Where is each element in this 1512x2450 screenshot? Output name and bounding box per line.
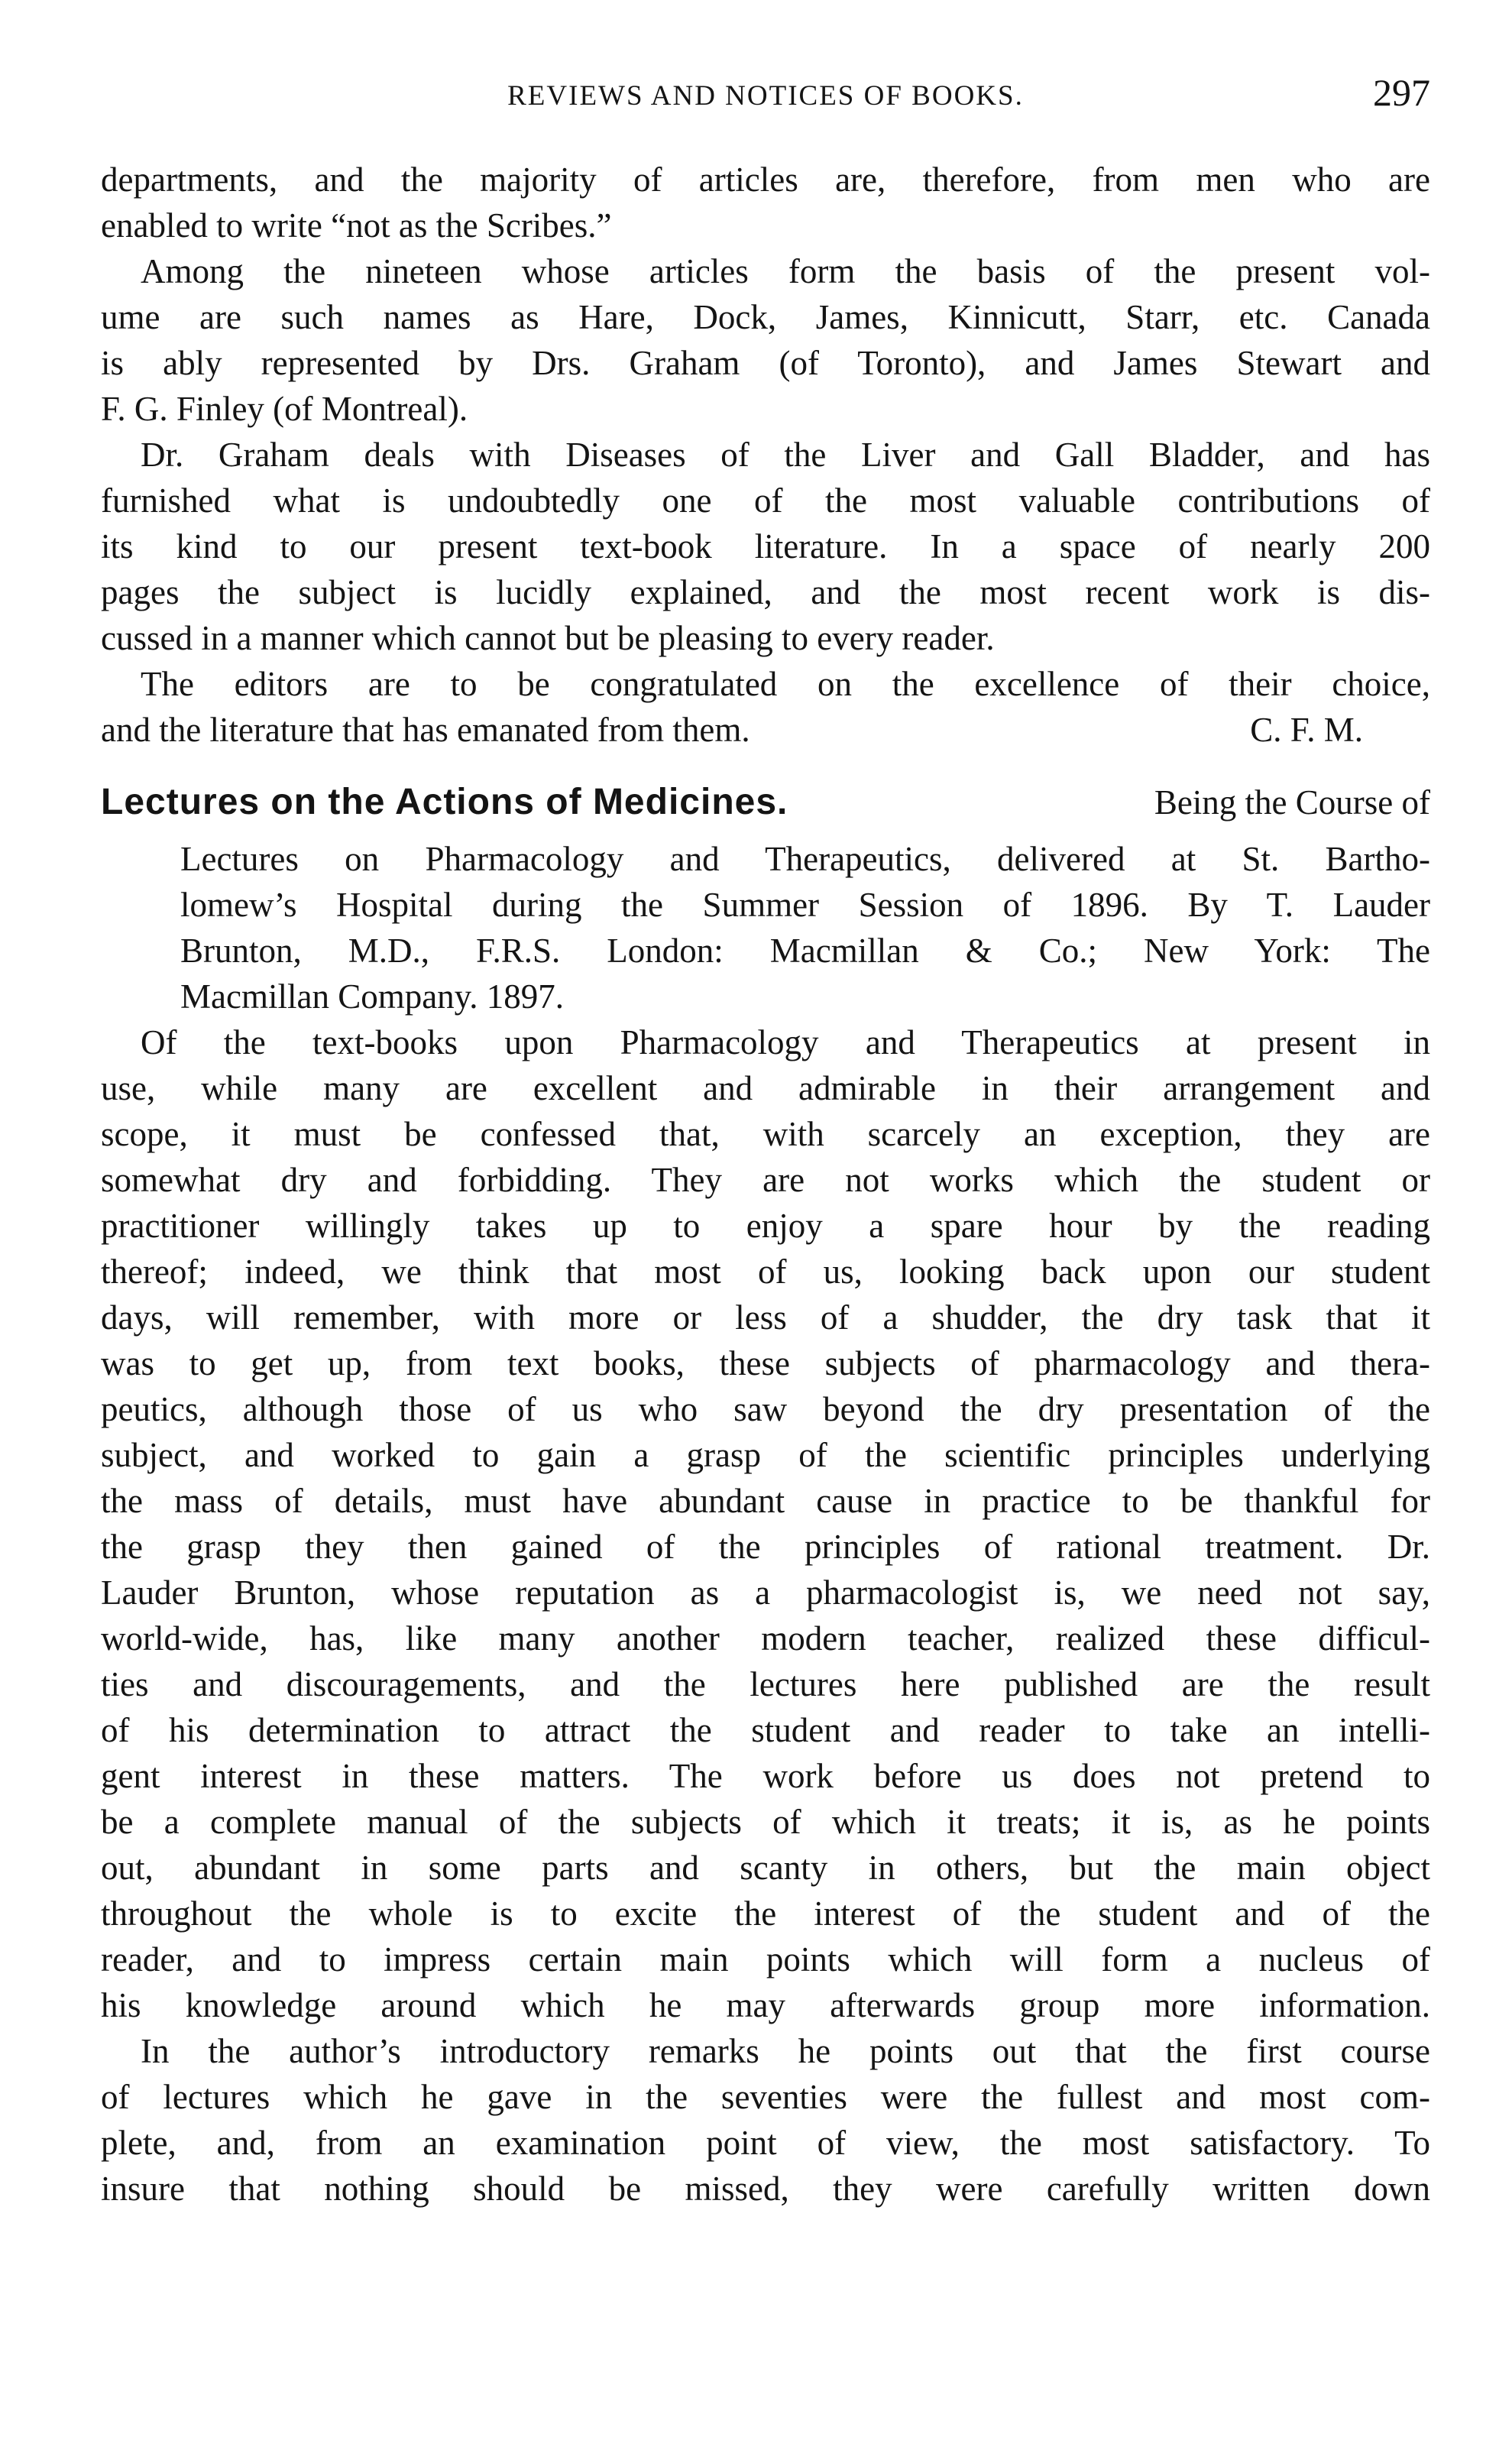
text-line: plete, and, from an examination point of view, the most satisfactory. To: [101, 2124, 1430, 2162]
text-line: Dr. Graham deals with Diseases of the Liver and Gall Bladder, and has: [141, 436, 1430, 474]
closing-line-with-signature: [101, 707, 1430, 753]
text-line: ume are such names as Hare, Dock, James, Kinnicutt, Starr, etc. Canada: [101, 298, 1430, 336]
text-line: F. G. Finley (of Montreal).: [101, 390, 468, 428]
text-line: Among the nineteen whose articles form the basis of the present vol-: [141, 252, 1430, 290]
text-line: was to get up, from text books, these subjects of pharmacology and thera-: [101, 1344, 1430, 1382]
book-description-line: Lectures on Pharmacology and Therapeutics, delivered at St. Bartho-: [180, 840, 1430, 878]
text-line: peutics, although those of us who saw beyond the dry presentation of the: [101, 1390, 1430, 1428]
text-line: ties and discouragements, and the lectures here published are the result: [101, 1665, 1430, 1703]
page-number: 297: [1373, 71, 1430, 114]
text-line: the mass of details, must have abundant cause in practice to be thankful for: [101, 1482, 1430, 1520]
text-line: gent interest in these matters. The work before us does not pretend to: [101, 1757, 1430, 1795]
text-line: its kind to our present text-book literature. In a space of nearly 200: [101, 527, 1430, 566]
book-description-line: Macmillan Company. 1897.: [180, 977, 565, 1016]
text-line: reader, and to impress certain main points which will form a nucleus of: [101, 1940, 1430, 1978]
text-line: of his determination to attract the student and reader to take an intelli-: [101, 1711, 1430, 1749]
text-line: practitioner willingly takes up to enjoy a spare hour by the reading: [101, 1207, 1430, 1245]
book-heading-line: [101, 779, 1430, 836]
text-line: cussed in a manner which cannot but be pleasing to every reader.: [101, 619, 995, 657]
text-line: scope, it must be confessed that, with scarcely an exception, they are: [101, 1115, 1430, 1153]
text-line: of lectures which he gave in the seventies were the fullest and most com-: [101, 2078, 1430, 2116]
running-head: [101, 70, 1430, 124]
text-line: his knowledge around which he may afterwards group more information.: [101, 1986, 1430, 2024]
text-line: Lauder Brunton, whose reputation as a pharmacologist is, we need not say,: [101, 1573, 1430, 1612]
text-line: The editors are to be congratulated on the excellence of their choice,: [141, 665, 1430, 703]
text-line: departments, and the majority of articles are, therefore, from men who are: [101, 160, 1430, 199]
text-line: the grasp they then gained of the principles of rational treatment. Dr.: [101, 1528, 1430, 1566]
text-line: out, abundant in some parts and scanty in others, but the main object: [101, 1849, 1430, 1887]
book-description-line: lomew’s Hospital during the Summer Session of 1896. By T. Lauder: [180, 886, 1430, 924]
text-line: days, will remember, with more or less of a shudder, the dry task that it: [101, 1298, 1430, 1337]
text-line: pages the subject is lucidly explained, and the most recent work is dis-: [101, 573, 1430, 611]
reviewer-signature: C. F. M.: [1250, 711, 1363, 749]
text-line: somewhat dry and forbidding. They are not works which the student or: [101, 1161, 1430, 1199]
book-description-line: Brunton, M.D., F.R.S. London: Macmillan & Co.; New York: The: [180, 932, 1430, 970]
page-body: [101, 157, 1430, 2212]
text-line: subject, and worked to gain a grasp of the scientific principles underlying: [101, 1436, 1430, 1474]
text-line: Of the text-books upon Pharmacology and Therapeutics at present in: [141, 1023, 1430, 1061]
text-line: thereof; indeed, we think that most of us, looking back upon our student: [101, 1253, 1430, 1291]
text-line: enabled to write “not as the Scribes.”: [101, 206, 612, 245]
book-title: Lectures on the Actions of Medicines.: [101, 782, 788, 822]
text-line: use, while many are excellent and admirable in their arrangement and: [101, 1069, 1430, 1107]
text-line: In the author’s introductory remarks he points out that the first course: [141, 2032, 1430, 2070]
text-line: is ably represented by Drs. Graham (of Toronto), and James Stewart and: [101, 344, 1430, 382]
book-description-start: Being the Course of: [1154, 783, 1430, 822]
text-line: throughout the whole is to excite the interest of the student and of the: [101, 1894, 1430, 1933]
text-line: furnished what is undoubtedly one of the most valuable contributions of: [101, 481, 1430, 520]
text-line: be a complete manual of the subjects of which it treats; it is, as he points: [101, 1803, 1430, 1841]
text-line: and the literature that has emanated from them.: [101, 711, 750, 749]
section-gap: [101, 753, 1430, 779]
running-head-title: REVIEWS AND NOTICES OF BOOKS.: [507, 80, 1024, 112]
text-line: world-wide, has, like many another modern teacher, realized these difficul-: [101, 1619, 1430, 1658]
text-line: insure that nothing should be missed, they were carefully written down: [101, 2170, 1430, 2208]
